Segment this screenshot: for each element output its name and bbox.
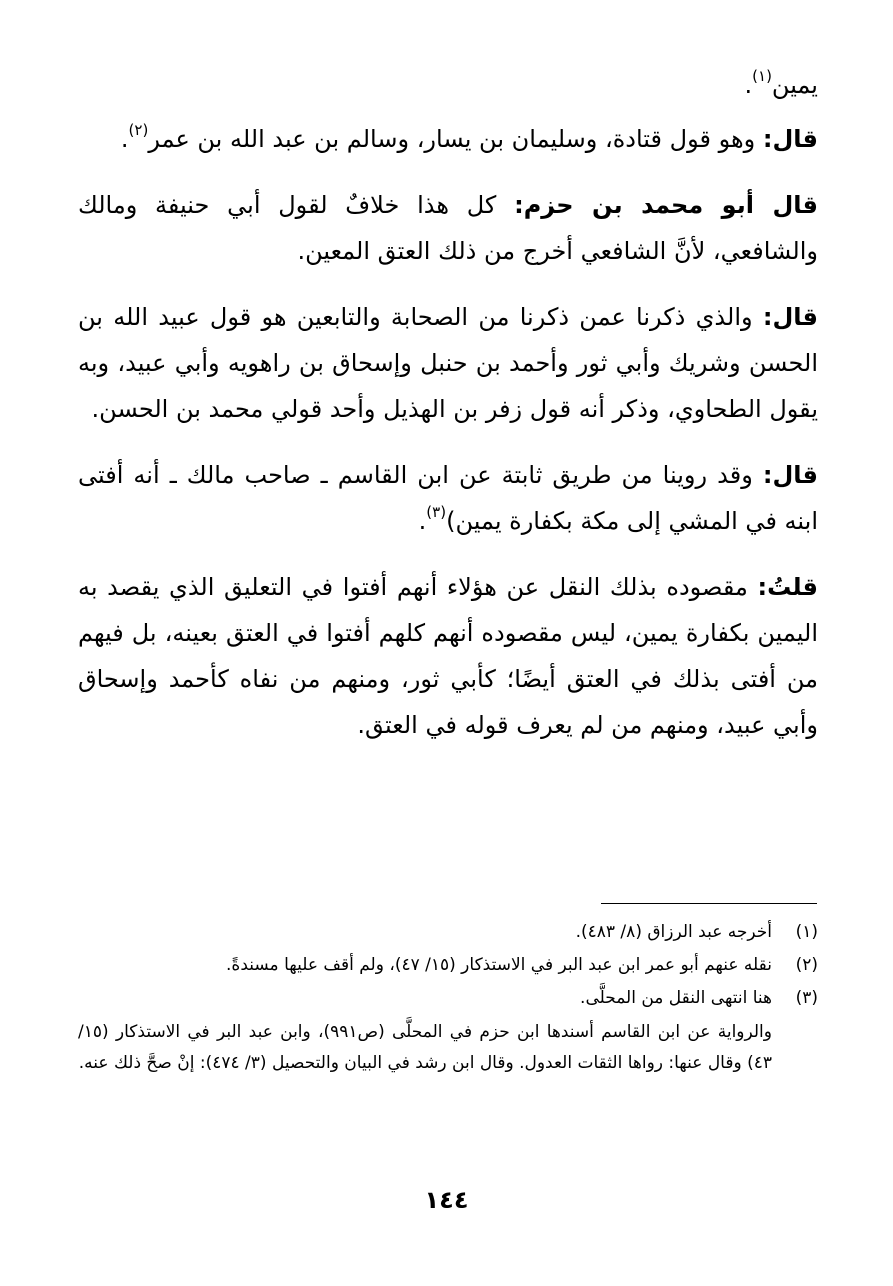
footnote-text: أخرجه عبد الرزاق (٨/ ٤٨٣). [575,922,772,942]
page-body [78,62,818,768]
speaker-label: قلتُ: [757,573,818,601]
paragraph-text: مقصوده بذلك النقل عن هؤلاء أنهم أفتوا في التعليق الذي يقصد به اليمين بكفارة يمين، ليس مقصوده أنهم كلهم أفتوا في العتق بعينه، بل فيهم من أفتى بذلك في العتق أيضًا؛ كأبي ثور، ومنهم من نفاه كأحمد وإسحاق وأبي عبيد، ومنهم من لم يعرف قوله في العتق. [78,573,818,739]
speaker-label: قال: [762,125,818,153]
footnote-number: (٣) [795,988,818,1008]
speaker-label: قال: [762,461,818,489]
footnote-number: (٢) [795,955,818,975]
paragraph-text: والذي ذكرنا عمن ذكرنا من الصحابة والتابعين هو قول عبيد الله بن الحسن وشريك وأبي ثور وأحمد بن حنبل وإسحاق بن راهويه وأبي عبيد، وبه يقول الطحاوي، وذكر أنه قول زفر بن الهذيل وأحد قولي محمد بن الحسن. [78,303,818,423]
paragraph-text: كل هذا خلافٌ لقول أبي حنيفة ومالك والشافعي، لأنَّ الشافعي أخرج من ذلك العتق المعين. [78,191,818,265]
paragraph-continuation [78,62,818,108]
speaker-label: قال أبو محمد بن حزم: [514,191,818,219]
period: . [120,125,129,153]
main-text [78,62,818,748]
paragraph-text: وهو قول قتادة، وسليمان بن يسار، وسالم بن عبد الله بن عمر [148,125,763,153]
paragraph-tabiin [78,294,818,432]
period: . [418,507,427,535]
footnote-3 [78,984,818,1012]
period: . [744,71,753,99]
footnote-1 [78,918,818,946]
footnote-text: نقله عنهم أبو عمر ابن عبد البر في الاستذكار (١٥/ ٤٧)، ولم أقف عليها مسندةً. [226,955,772,975]
speaker-label: قال: [762,303,818,331]
footnote-text: هنا انتهى النقل من المحلَّى. [580,988,772,1008]
paragraph-text: يمين [771,71,818,99]
footnote-number: (١) [795,922,818,942]
footnote-divider [601,903,817,904]
page-number: ١٤٤ [424,1186,469,1214]
footnote-3-continuation: والرواية عن ابن القاسم أسندها ابن حزم في المحلَّى (ص٩٩١)، وابن عبد البر في الاستذكار (١٥/ ٤٣) وقال عنها: رواها الثقات العدول. وقال ابن رشد في البيان والتحصيل (٣/ ٤٧٤): إنْ صحَّ ذلك عنه. [78,1022,772,1073]
paragraph-qatada [78,116,818,162]
paragraph-ibn-hazm [78,182,818,274]
paragraph-text: وقد روينا من طريق ثابتة عن ابن القاسم ـ صاحب مالك ـ أنه أفتى ابنه في المشي إلى مكة بكفارة يمين) [78,461,818,535]
footnote-ref[interactable]: (٢) [128,121,149,139]
paragraph-ibn-qasim [78,452,818,544]
paragraph-qultu [78,564,818,748]
footnote-2 [78,951,818,979]
footnote-ref[interactable]: (١) [752,67,772,85]
footnote-ref[interactable]: (٣) [426,503,447,521]
footnotes [78,918,818,1079]
